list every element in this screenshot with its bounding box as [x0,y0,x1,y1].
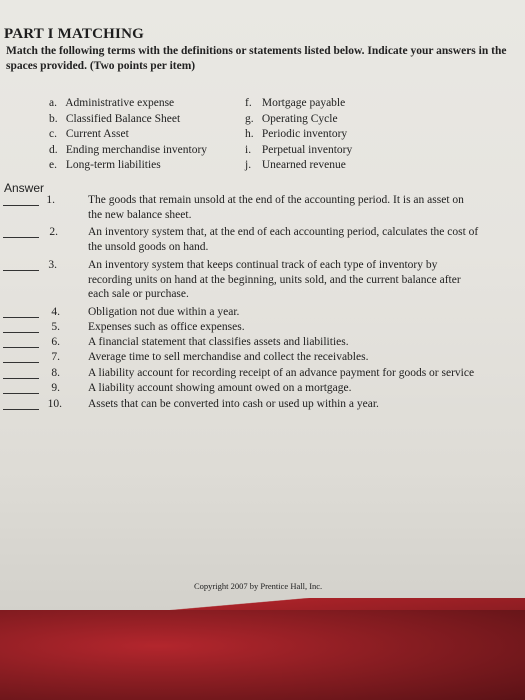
definition-line: the unsold goods on hand. [88,240,209,253]
answer-blank[interactable] [3,317,39,318]
term-letter: e. [49,159,57,171]
term-letter: b. [49,112,58,125]
question-definition [88,366,525,381]
terms-list-right [245,96,352,174]
term-letter: c. [49,128,57,140]
term-letter: a. [49,97,57,109]
question-number: 10. [47,398,62,410]
question-definition [88,193,525,222]
term-text: Long-term liabilities [65,159,161,171]
terms-list-left [49,96,207,174]
answer-blank[interactable] [3,393,39,394]
term-letter: h. [245,128,254,140]
term-item [49,96,207,112]
question-definition [88,305,525,320]
term-item [245,96,352,112]
definition-line: Average time to sell merchandise and collect the receivables. [88,351,369,363]
definition-line: Assets that can be converted into cash or used up within a year. [88,398,379,410]
question-number: 5. [51,321,60,333]
term-letter: i. [245,143,252,156]
answer-blank[interactable] [3,270,39,271]
question-number: 3. [48,259,57,271]
question-number: 9. [51,382,60,394]
question-number: 1. [46,194,55,206]
term-text: Administrative expense [65,97,175,109]
instructions-text: Match the following terms with the definitions or statements listed below. Indicate your answers in the spaces provided. (Two points per item) [6,45,507,72]
answer-blank[interactable] [3,409,39,410]
question-number: 4. [51,306,60,318]
term-item [49,127,207,143]
answer-blank[interactable] [3,378,39,379]
term-text: Perpetual inventory [261,143,353,156]
question-number: 7. [51,351,60,363]
term-letter: j. [245,159,252,171]
definition-line: The goods that remain unsold at the end of the accounting period. It is an asset on [88,194,464,206]
term-text: Operating Cycle [261,112,338,125]
question-definition [88,381,525,396]
definition-line: each sale or purchase. [88,288,189,300]
term-item [245,158,352,174]
term-text: Unearned revenue [261,159,346,171]
term-item [49,112,207,128]
definition-line: the new balance sheet. [88,208,192,221]
term-item [245,127,352,143]
answer-blank[interactable] [3,237,39,238]
definition-line: A liability account showing amount owed on a mortgage. [88,382,352,394]
question-number: 8. [51,367,60,379]
term-item [245,112,352,128]
definition-line: Expenses such as office expenses. [88,321,245,333]
term-letter: f. [245,97,252,109]
answer-blank[interactable] [3,362,39,363]
answer-blank[interactable] [3,332,39,333]
copyright-notice: Copyright 2007 by Prentice Hall, Inc. [194,581,323,591]
question-definition [88,320,525,335]
term-letter: g. [245,112,254,125]
question-definition [88,258,525,302]
question-number: 2. [49,226,58,238]
definition-line: An inventory system that, at the end of each accounting period, calculates the cost of [88,226,479,238]
question-number: 6. [51,336,60,348]
section-title: PART I MATCHING [4,26,144,42]
background-cloth [0,610,525,700]
question-definition [88,335,525,350]
question-definition [88,225,525,254]
definition-line: An inventory system that keeps continual track of each type of inventory by [88,259,438,271]
question-definition [88,350,525,365]
term-letter: d. [49,143,58,156]
term-text: Ending merchandise inventory [65,143,208,156]
term-item [245,143,352,159]
question-definition [88,397,525,412]
definition-line: A financial statement that classifies assets and liabilities. [88,336,349,348]
answer-blank[interactable] [3,347,39,348]
term-text: Classified Balance Sheet [65,112,181,125]
term-item [49,158,207,174]
term-text: Current Asset [65,128,129,140]
term-item [49,143,207,159]
definition-line: recording units on hand at the beginning, units sold, and the current balance after [88,273,461,286]
term-text: Periodic inventory [261,128,348,140]
term-text: Mortgage payable [261,97,346,109]
definition-line: Obligation not due within a year. [88,306,240,318]
answer-column-label: Answer [4,181,45,195]
definition-line: A liability account for recording receipt of an advance payment for goods or service [88,367,475,379]
